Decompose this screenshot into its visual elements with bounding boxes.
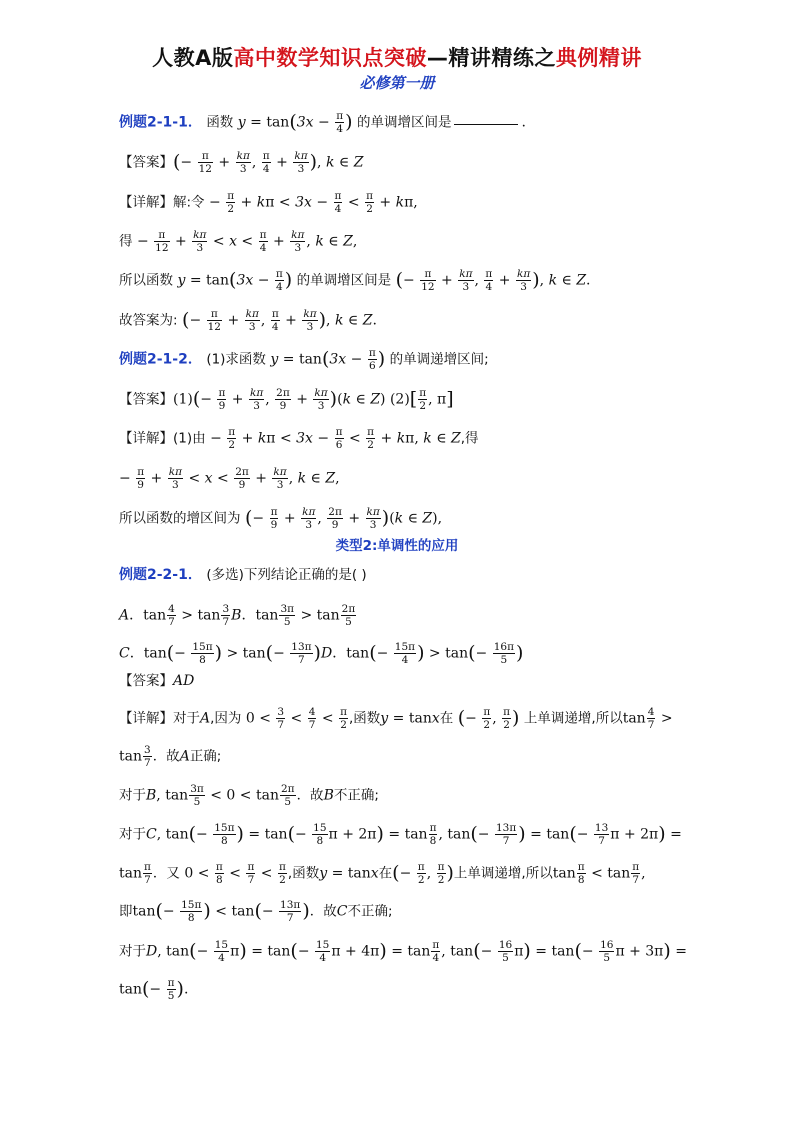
- document-subtitle: 必修第一册: [359, 74, 435, 92]
- ex3-detail-d1: 对于D, tan(− $\frac{15}{4}$ π) = tan(− $\frac{15}{4}$ π + 4π) = tan $\frac{\pi}{4}$ , tan(− $\frac{16}{5}$ π) = tan(− $\frac{16}{5}$ π + 3π) =: [119, 939, 687, 965]
- ex2-detail-3: 所以函数的增区间为 (− $\frac{\pi}{9}$ + $\frac{k\pi}{3}$ , $\frac{2\pi}{9}$ + $\frac{k\pi}{3}$ )(k ∈ Z),: [119, 506, 443, 532]
- ex3-detail-c1: 对于C, tan(− $\frac{15\pi}{8}$ ) = tan(− $\frac{15}{8}$ π + 2π) = tan $\frac{\pi}{8}$ , tan(− $\frac{13\pi}{7}$ ) = tan(− $\frac{13}{7}$ π + 2π) =: [119, 822, 682, 848]
- title-red-2: 典例精讲: [555, 46, 642, 70]
- section-heading: 类型2:单调性的应用: [335, 538, 459, 554]
- document-title: [0, 42, 794, 72]
- answer-blank: [454, 124, 518, 125]
- ex1-detail-2: 得 − $\frac{\pi}{12}$ + $\frac{k\pi}{3}$ < x < $\frac{\pi}{4}$ + $\frac{k\pi}{3}$ , k ∈ Z,: [119, 229, 358, 255]
- ex1-final: 故答案为: (− $\frac{\pi}{12}$ + $\frac{k\pi}{3}$ , $\frac{\pi}{4}$ + $\frac{k\pi}{3}$ ), k ∈ Z.: [119, 308, 377, 334]
- ex3-detail-c2: tan $\frac{\pi}{7}$ ．又 0 < $\frac{\pi}{8}$ < $\frac{\pi}{7}$ < $\frac{\pi}{2}$ ,函数y = tanx在(− $\frac{\pi}{2}$ , $\frac{\pi}{2}$ )上单调递增,所以tan $\frac{\pi}{8}$ < tan $\frac{\pi}{7}$ ,: [119, 861, 646, 887]
- ex1-answer: 【答案】(− $\frac{\pi}{12}$ + $\frac{k\pi}{3}$ , $\frac{\pi}{4}$ + $\frac{k\pi}{3}$ ), k ∈ Z: [119, 150, 364, 176]
- ex3-detail-a2: tan $\frac{3}{7}$ ．故A正确;: [119, 744, 222, 770]
- ex3-answer: 【答案】AD: [119, 673, 195, 689]
- ex3-detail-c3: 即tan(− $\frac{15\pi}{8}$ ) < tan(− $\frac{13\pi}{7}$ )．故C不正确;: [119, 899, 393, 925]
- ex3-question: 例题2-2-1． (多选)下列结论正确的是( ): [119, 567, 367, 583]
- ex1-label: 例题2-1-1．: [119, 114, 202, 131]
- ex3-detail-b: 对于B, tan $\frac{3\pi}{5}$ < 0 < tan $\frac{2\pi}{5}$ ．故B不正确;: [119, 783, 379, 809]
- answer-value: AD: [173, 673, 195, 689]
- ex1-detail-3: 所以函数 y = tan(3x − $\frac{\pi}{4}$ ) 的单调增区间是 (− $\frac{\pi}{12}$ + $\frac{k\pi}{3}$ , $\frac{\pi}{4}$ + $\frac{k\pi}{3}$ ), k ∈ Z.: [119, 268, 591, 294]
- ex2-answer: 【答案】(1)(− $\frac{\pi}{9}$ + $\frac{k\pi}{3}$ , $\frac{2\pi}{9}$ + $\frac{k\pi}{3}$ )(k ∈ Z) (2)[ $\frac{\pi}{2}$ , π]: [119, 387, 454, 413]
- ex3-detail-a1: 【详解】对于A,因为 0 < $\frac{3}{7}$ < $\frac{4}{7}$ < $\frac{\pi}{2}$ ,函数y = tanx在 (− $\frac{\pi}{2}$ , $\frac{\pi}{2}$ ) 上单调递增,所以tan $\frac{4}{7}$ >: [119, 706, 673, 732]
- ex3-label: 例题2-2-1．: [119, 567, 202, 583]
- title-red-1: 高中数学知识点突破: [233, 46, 427, 70]
- ex1-question: 例题2-1-1． 函数 y = tan(3x − $\frac{\pi}{4}$ ) 的单调增区间是 .: [119, 110, 526, 136]
- ex2-question: 例题2-1-2． (1)求函数 y = tan(3x − $\frac{\pi}{6}$ ) 的单调递增区间;: [119, 347, 489, 373]
- title-dash: —: [426, 46, 449, 70]
- ex2-label: 例题2-1-2．: [119, 351, 202, 368]
- title-black-2: 精讲精练之: [448, 46, 556, 70]
- ex3-options-ab: A．tan $\frac{4}{7}$ > tan $\frac{3}{7}$ B．tan $\frac{3\pi}{5}$ > tan $\frac{2\pi}{5}$: [119, 603, 356, 629]
- ex3-detail-d2: tan(− $\frac{\pi}{5}$ ).: [119, 977, 189, 1003]
- ex2-detail-1: 【详解】(1)由 − $\frac{\pi}{2}$ + kπ < 3x − $\frac{\pi}{6}$ < $\frac{\pi}{2}$ + kπ, k ∈ Z,得: [119, 426, 479, 452]
- ex3-options-cd: C．tan(− $\frac{15\pi}{8}$ ) > tan(− $\frac{13\pi}{7}$ )D．tan(− $\frac{15\pi}{4}$ ) > tan(− $\frac{16\pi}{5}$ ): [119, 641, 524, 667]
- ex1-detail-1: 【详解】解:令 − $\frac{\pi}{2}$ + kπ < 3x − $\frac{\pi}{4}$ < $\frac{\pi}{2}$ + kπ,: [119, 190, 418, 216]
- ex2-detail-2: − $\frac{\pi}{9}$ + $\frac{k\pi}{3}$ < x < $\frac{2\pi}{9}$ + $\frac{k\pi}{3}$ , k ∈ Z,: [119, 466, 340, 492]
- title-black: 人教A版: [152, 46, 234, 70]
